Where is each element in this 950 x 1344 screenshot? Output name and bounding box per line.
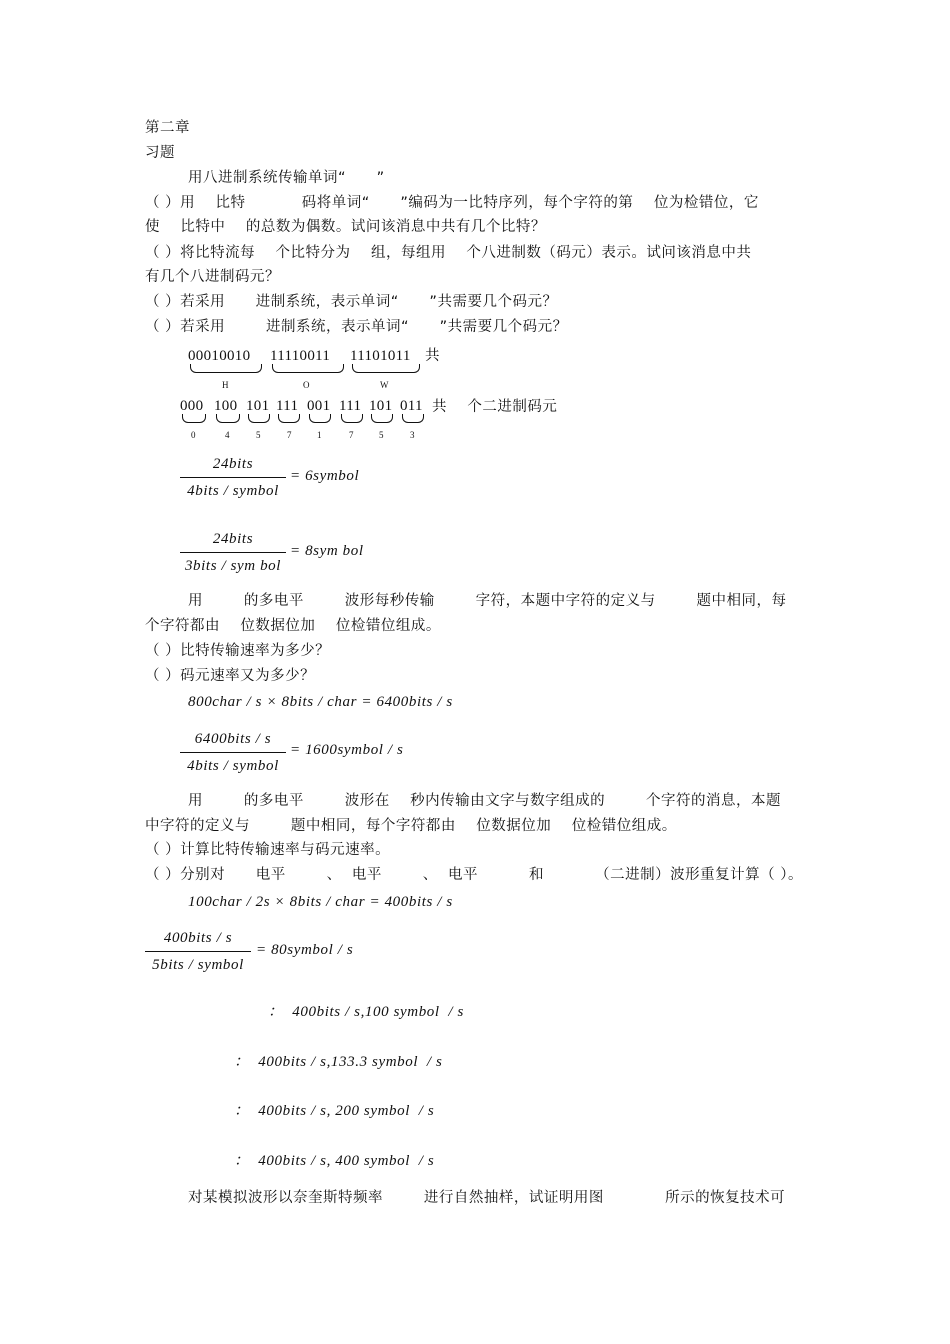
problem-3-part-b: （ ）分别对 电平 、 电平 、 电平 和 （二进制）波形重复计算（ ）。 [145,867,803,883]
result-line: ： 400bits / s,133.3 symbol / s [234,1054,443,1070]
octal-group: 111 [276,398,299,414]
problem-1-part-a: （ ）用 比特 码将单词“ ”编码为一比特序列，每个字符的第 位为检错位，它 [145,195,759,211]
problem-2-part-a: （ ）比特传输速率为多少？ [145,643,331,659]
octal-digit: 0 [191,430,196,440]
octal-digit: 7 [349,430,354,440]
problem-1-part-c: （ ）若采用 进制系统，表示单词“ ”共需要几个码元？ [145,294,558,310]
fraction-symbols-3bit [180,529,286,576]
octal-digit: 5 [379,430,384,440]
fraction-bar [180,752,286,753]
fraction-denominator: 4bits / symbol [187,758,279,774]
fraction-symbol-rate [180,729,286,776]
underbrace [190,364,262,373]
octal-group: 111 [339,398,362,414]
problem-2-intro-cont: 个字符都由 位数据位加 位检错位组成。 [145,618,441,634]
problem-3-intro-cont: 中字符的定义与 题中相同，每个字符都由 位数据位加 位检错位组成。 [145,818,677,834]
char-label: W [380,380,389,390]
problem-2-intro: 用 的多电平 波形每秒传输 字符，本题中字符的定义与 题中相同，每 [188,593,787,609]
bit-group: 11110011 [270,348,331,364]
fraction-bar [145,951,251,952]
octal-group: 101 [369,398,393,414]
section-title: 习题 [145,145,175,161]
result-line: ： 400bits / s, 200 symbol / s [234,1103,435,1119]
underbrace [371,414,393,423]
problem-1-intro: 用八进制系统传输单词“ ” [188,170,385,186]
fraction-result: = 8sym bol [290,543,364,559]
problem-3-intro: 用 的多电平 波形在 秒内传输由文字与数字组成的 个字符的消息，本题 [188,793,782,809]
char-label: O [303,380,310,390]
underbrace [216,414,240,423]
problem-2-part-b: （ ）码元速率又为多少？ [145,668,316,684]
bit-rate-equation: 100char / 2s × 8bits / char = 400bits / s [188,894,453,910]
fraction-symbols-4bit [180,454,286,501]
fraction-numerator: 24bits [212,531,254,547]
underbrace [182,414,206,423]
underbrace [309,414,331,423]
char-label: H [222,380,229,390]
octal-group: 000 [180,398,204,414]
chapter-title: 第二章 [145,120,190,136]
fraction-result: = 80symbol / s [256,942,354,958]
bit-rate-equation: 800char / s × 8bits / char = 6400bits / s [188,694,453,710]
fraction-bar [180,552,286,553]
problem-1-part-b-cont: 有几个八进制码元？ [145,269,280,285]
octal-suffix: 共 个二进制码元 [432,399,558,415]
octal-group: 101 [246,398,270,414]
fraction-symbol-rate [145,928,251,975]
fraction-bar [180,477,286,478]
problem-4-intro: 对某模拟波形以奈奎斯特频率 进行自然抽样，试证明用图 所示的恢复技术可 [188,1190,786,1206]
fraction-denominator: 5bits / symbol [152,957,244,973]
octal-group: 100 [214,398,238,414]
fraction-result: = 6symbol [290,468,360,484]
octal-digit: 5 [256,430,261,440]
fraction-numerator: 6400bits / s [194,731,272,747]
underbrace [278,414,300,423]
problem-1-part-a-cont: 使 比特中 的总数为偶数。试问该消息中共有几个比特？ [145,219,546,235]
underbrace [341,414,363,423]
fraction-denominator: 3bits / sym bol [184,558,282,574]
fraction-numerator: 24bits [212,456,254,472]
bit-group: 11101011 [350,348,411,364]
bit-group: 00010010 [188,348,251,364]
result-line: ： 400bits / s,100 symbol / s [268,1004,464,1020]
underbrace [248,414,270,423]
fraction-numerator: 400bits / s [163,930,233,946]
underbrace [402,414,424,423]
problem-3-part-a: （ ）计算比特传输速率与码元速率。 [145,842,391,858]
octal-digit: 1 [317,430,322,440]
fraction-denominator: 4bits / symbol [187,483,279,499]
octal-group: 011 [400,398,423,414]
octal-digit: 4 [225,430,230,440]
bits-suffix: 共 [425,348,440,364]
octal-group: 001 [307,398,331,414]
underbrace [352,364,420,373]
problem-1-part-b: （ ）将比特流每 个比特分为 组，每组用 个八进制数（码元）表示。试问该消息中共 [145,245,752,261]
underbrace [272,364,344,373]
problem-1-part-d: （ ）若采用 进制系统，表示单词“ ”共需要几个码元？ [145,319,568,335]
octal-digit: 7 [287,430,292,440]
result-line: ： 400bits / s, 400 symbol / s [234,1153,435,1169]
octal-digit: 3 [410,430,415,440]
fraction-result: = 1600symbol / s [290,742,404,758]
